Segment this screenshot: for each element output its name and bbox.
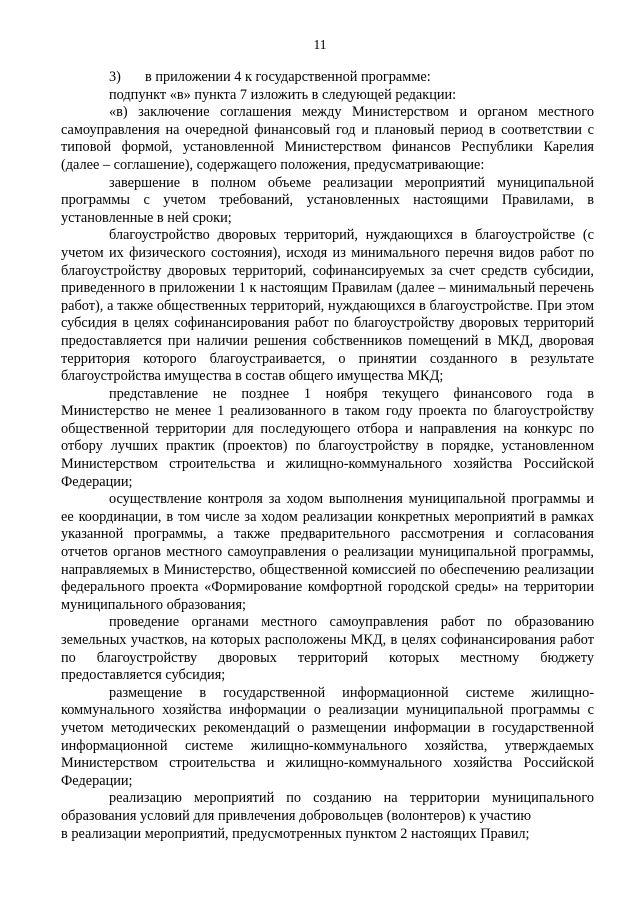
paragraph-9: реализацию мероприятий по созданию на территории муниципального образования условий для привлечения добровольцев (волонтеров) к участию [61, 790, 594, 824]
paragraph-1: подпункт «в» пункта 7 изложить в следующей редакции: [109, 86, 457, 103]
paragraph-4: благоустройство дворовых территорий, нуждающихся в благоустройстве (с учетом их физического состояния), исходя из минимального перечня видов работ по благоустройству дворовых территорий, софинансируемых за счет средств субсидии, приведенного в приложении 1 к настоящим Правилам (далее – минимальный перечень работ), а также общественных территорий, нуждающихся в благоустройстве. При этом субсидия в целях софинансирования работ по благоустройству дворовых территорий предоставляется при наличии решения собственников помещений в МКД, дворовая территория которого благоустраивается, о принятии созданного в результате благоустройства имущества в состав общего имущества МКД; [61, 227, 594, 385]
list-item-number: 3) [109, 69, 121, 85]
paragraph-6: осуществление контроля за ходом выполнения муниципальной программы и ее координации, в том числе за ходом реализации конкретных мероприятий в рамках указанной программы, а также предварительного рассмотрения и согласования отчетов органов местного самоуправления о реализации муниципальной программы, направляемых в Министерство, общественной комиссией по обеспечению реализации федерального проекта «Формирование комфортной городской среды» на территории муниципального образования; [61, 491, 594, 613]
paragraph-5: представление не позднее 1 ноября текущего финансового года в Министерство не менее 1 реализованного в таком году проекта по благоустройству общественной территории для последующего отбора и направления на конкурс по отбору лучших практик (проектов) по благоустройству в порядке, установленном Министерством строительства и жилищно-коммунального хозяйства Российской Федерации; [61, 385, 594, 490]
list-item-3 [61, 69, 594, 87]
page-number: 11 [313, 37, 327, 52]
paragraph-3: завершение в полном объеме реализации мероприятий муниципальной программы с учетом требований, установленных настоящими Правилами, в установленные в ней сроки; [61, 174, 594, 226]
paragraph-2: «в) заключение соглашения между Министерством и органом местного самоуправления на очередной финансовый год и плановый период в соответствии с типовой формой, установленной Министерством финансов Республики Карелия (далее – соглашение), содержащего положения, предусматривающие: [61, 104, 594, 173]
paragraph-8: размещение в государственной информационной системе жилищно-коммунального хозяйства информации о реализации муниципальной программы с учетом методических рекомендаций о размещении информации в государственной информационной системе жилищно-коммунального хозяйства, утверждаемых Министерством строительства и жилищно-коммунального хозяйства Российской Федерации; [61, 684, 594, 789]
document-body [61, 69, 594, 843]
paragraph-10: в реализации мероприятий, предусмотренных пунктом 2 настоящих Правил; [61, 825, 530, 842]
paragraph-7: проведение органами местного самоуправления работ по образованию земельных участков, на которых расположены МКД, в целях софинансирования работ по благоустройству дворовых территорий которых местному бюджету предоставляется субсидия; [61, 614, 594, 684]
list-item-text: в приложении 4 к государственной программе: [145, 69, 431, 85]
